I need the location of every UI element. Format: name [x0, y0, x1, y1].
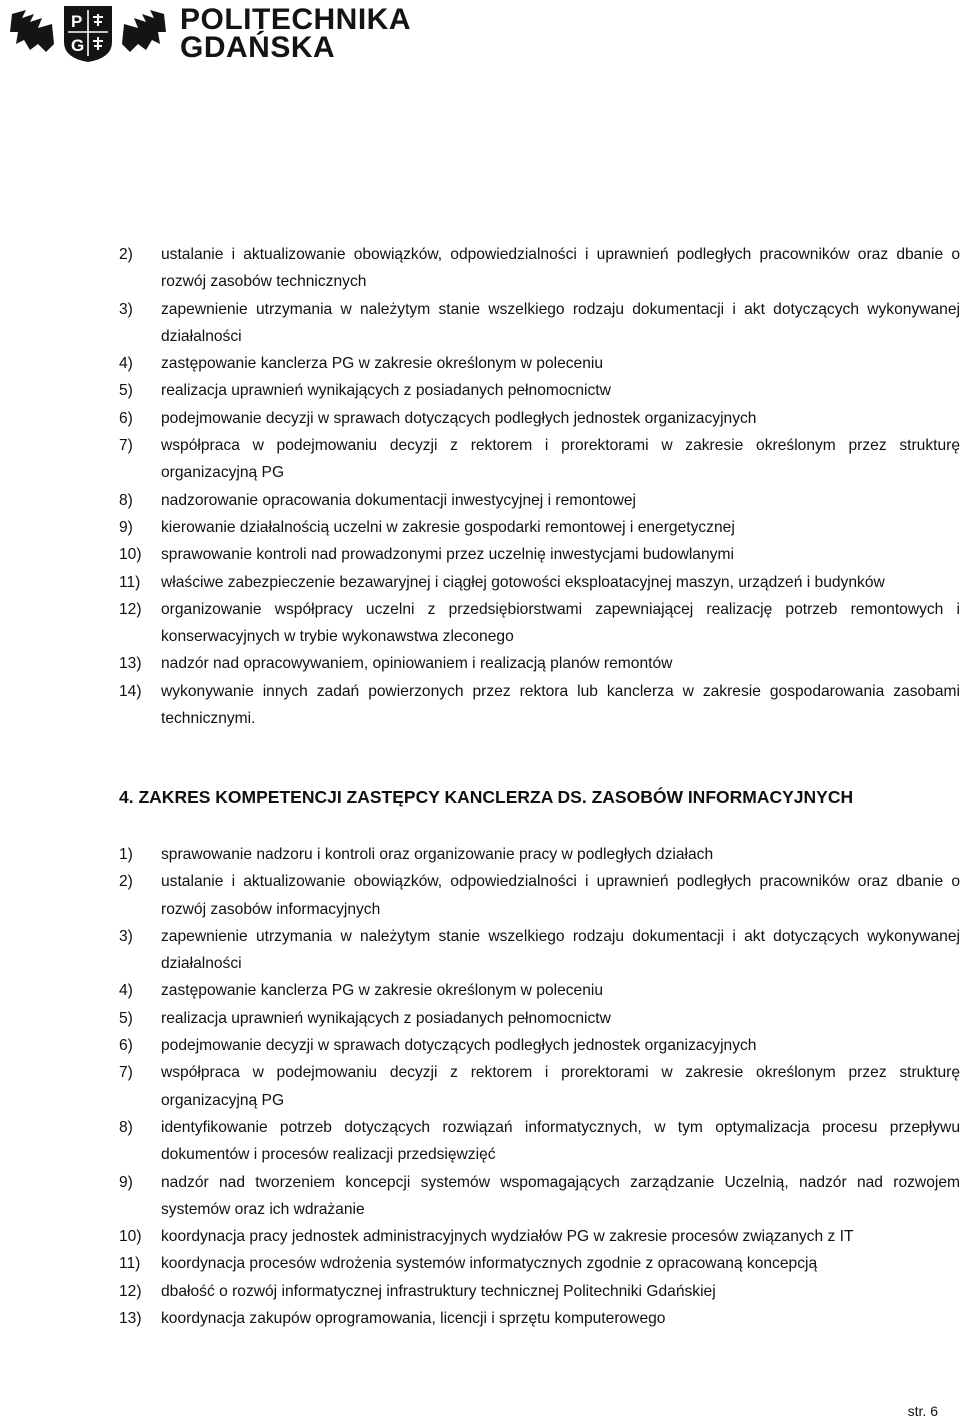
list-item: [119, 241, 960, 296]
item-text: ustalanie i aktualizowanie obowiązków, odpowiedzialności i uprawnień podległych pracowników oraz dbanie o rozwój zasobów technicznych: [161, 246, 960, 291]
pg-eagle-crest-icon: [8, 4, 168, 64]
item-number: 10): [119, 546, 142, 564]
item-number: 4): [119, 982, 133, 1000]
item-text: ustalanie i aktualizowanie obowiązków, odpowiedzialności i uprawnień podległych pracowników oraz dbanie o rozwój zasobów informacyjnych: [161, 873, 960, 918]
item-number: 3): [119, 927, 133, 945]
item-text: zapewnienie utrzymania w należytym stanie wszelkiego rodzaju dokumentacji i akt dotyczących wykonywanej działalności: [161, 300, 960, 345]
item-number: 7): [119, 1064, 133, 1082]
item-text: organizowanie współpracy uczelni z przedsiębiorstwami zapewniającej realizację potrzeb remontowych i konserwacyjnych w trybie wykonawstwa zleconego: [161, 600, 960, 646]
item-text: dbałość o rozwój informatycznej infrastruktury technicznej Politechniki Gdańskiej: [161, 1282, 716, 1300]
svg-text:G: G: [71, 36, 85, 55]
item-number: 11): [119, 1255, 141, 1273]
item-text: nadzór nad opracowywaniem, opiniowaniem i realizacją planów remontów: [161, 655, 673, 673]
list-item: [119, 541, 960, 568]
item-text: zastępowanie kanclerza PG w zakresie określonym w poleceniu: [161, 355, 604, 373]
item-text: sprawowanie nadzoru i kontroli oraz organizowanie pracy w podległych działach: [161, 846, 714, 863]
list-item: [119, 678, 960, 733]
item-text: koordynacja procesów wdrożenia systemów informatycznych zgodnie z opracowaną koncepcją: [161, 1255, 818, 1273]
list-item: [119, 432, 960, 487]
page-number: str. 6: [907, 1403, 938, 1419]
item-text: podejmowanie decyzji w sprawach dotyczących podległych jednostek organizacyjnych: [161, 1037, 757, 1055]
logo-line-1: POLITECHNIKA: [180, 3, 411, 36]
list-item: [119, 296, 960, 351]
list-item: [119, 1032, 960, 1059]
section-heading: [119, 787, 853, 808]
svg-text:P: P: [71, 12, 83, 31]
item-text: koordynacja pracy jednostek administracyjnych wydziałów PG w zakresie procesów związanych z IT: [161, 1228, 854, 1246]
list-item: [119, 868, 960, 923]
item-text: identyfikowanie potrzeb dotyczących rozwiązań informatycznych, w tym optymalizacja procesu przepływu dokumentów i procesów realizacji przedsięwzięć: [161, 1118, 960, 1164]
section-title: ZAKRES KOMPETENCJI ZASTĘPCY KANCLERZA DS. ZASOBÓW INFORMACYJNYCH: [138, 787, 854, 807]
item-number: 1): [119, 846, 133, 863]
item-text: kierowanie działalnością uczelni w zakresie gospodarki remontowej i energetycznej: [161, 518, 735, 536]
logo-line-2: GDAŃSKA: [180, 31, 336, 64]
item-text: nadzór nad tworzeniem koncepcji systemów wspomagających zarządzanie Uczelnią, nadzór nad rozwojem systemów oraz ich wdrażanie: [161, 1173, 960, 1218]
item-number: 14): [119, 682, 142, 700]
list-item: [119, 650, 960, 677]
item-text: podejmowanie decyzji w sprawach dotyczących podległych jednostek organizacyjnych: [161, 409, 757, 427]
item-number: 7): [119, 437, 133, 455]
item-number: 3): [119, 300, 133, 318]
item-number: 11): [119, 573, 141, 591]
item-number: 8): [119, 1118, 133, 1136]
list-item: [119, 1005, 960, 1032]
item-text: wykonywanie innych zadań powierzonych przez rektora lub kanclerza w zakresie gospodarowania zasobami technicznymi.: [161, 682, 960, 728]
list-item: [119, 1305, 960, 1332]
item-text: realizacja uprawnień wynikających z posiadanych pełnomocnictw: [161, 1009, 611, 1027]
list-item: [119, 1250, 960, 1277]
item-text: realizacja uprawnień wynikających z posiadanych pełnomocnictw: [161, 382, 611, 400]
item-number: 9): [119, 518, 133, 536]
item-number: 2): [119, 873, 133, 891]
list-item: [119, 569, 960, 596]
list-item: [119, 514, 960, 541]
list-item: [119, 405, 960, 432]
list-item: [119, 1114, 960, 1169]
item-text: współpraca w podejmowaniu decyzji z rektorem i prorektorami w zakresie określonym przez strukturę organizacyjną PG: [161, 1064, 960, 1109]
item-number: 10): [119, 1228, 142, 1246]
list-item: [119, 487, 960, 514]
item-number: 4): [119, 355, 133, 373]
item-number: 12): [119, 1282, 142, 1300]
list-item: [119, 977, 960, 1004]
list-item: [119, 350, 960, 377]
duties-list-technical: [119, 241, 960, 732]
item-number: 6): [119, 409, 133, 427]
duties-list-information: [119, 841, 960, 1332]
list-item: [119, 1223, 960, 1250]
item-number: 6): [119, 1037, 133, 1055]
item-text: zastępowanie kanclerza PG w zakresie określonym w poleceniu: [161, 982, 604, 1000]
list-item: [119, 1169, 960, 1224]
university-logo: [8, 4, 411, 64]
item-text: koordynacja zakupów oprogramowania, licencji i sprzętu komputerowego: [161, 1310, 666, 1328]
item-text: nadzorowanie opracowania dokumentacji inwestycyjnej i remontowej: [161, 491, 636, 509]
item-text: współpraca w podejmowaniu decyzji z rektorem i prorektorami w zakresie określonym przez strukturę organizacyjną PG: [161, 437, 960, 482]
item-text: właściwe zabezpieczenie bezawaryjnej i ciągłej gotowości eksploatacyjnej maszyn, urządzeń i budynków: [161, 573, 885, 591]
list-item: [119, 377, 960, 404]
item-number: 5): [119, 382, 133, 400]
item-text: sprawowanie kontroli nad prowadzonymi przez uczelnię inwestycjami budowlanymi: [161, 546, 734, 564]
logo-wordmark: [180, 3, 411, 64]
item-number: 13): [119, 1310, 142, 1328]
list-item: [119, 1278, 960, 1305]
item-number: 8): [119, 491, 133, 509]
list-item: [119, 1059, 960, 1114]
list-item: [119, 841, 960, 868]
item-number: 12): [119, 600, 142, 618]
list-item: [119, 923, 960, 978]
item-text: zapewnienie utrzymania w należytym stanie wszelkiego rodzaju dokumentacji i akt dotyczących wykonywanej działalności: [161, 927, 960, 973]
list-item: [119, 596, 960, 651]
item-number: 9): [119, 1173, 133, 1191]
section-number: 4.: [119, 787, 134, 807]
item-number: 5): [119, 1009, 133, 1027]
item-number: 13): [119, 655, 142, 673]
item-number: 2): [119, 246, 133, 263]
